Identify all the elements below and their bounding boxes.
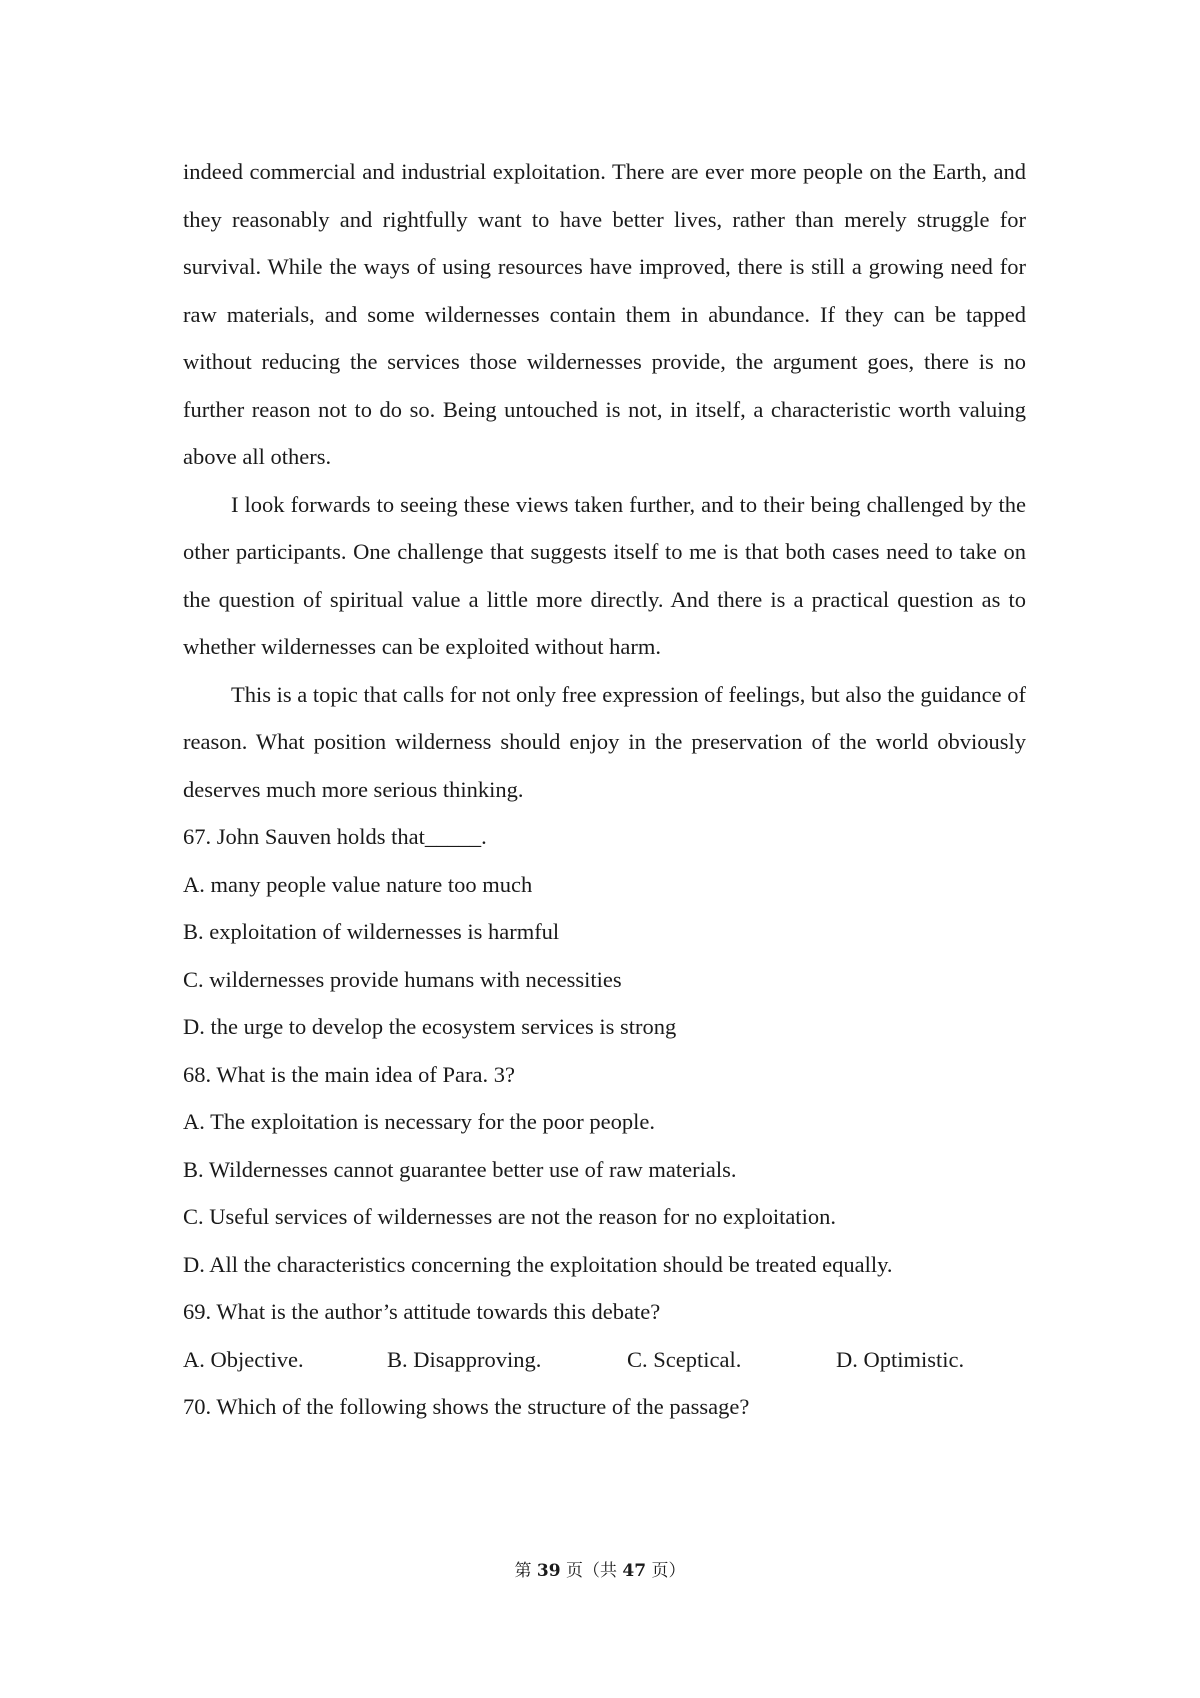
total-pages: 47: [622, 1561, 647, 1581]
question-70: [183, 1383, 1026, 1431]
option-c: C. Useful services of wildernesses are not the reason for no exploitation.: [183, 1204, 836, 1229]
footer-middle: 页（共: [566, 1561, 617, 1581]
option-b: B. Wildernesses cannot guarantee better use of raw materials.: [183, 1156, 737, 1182]
page-footer: [0, 1560, 1200, 1582]
paragraph: I look forwards to seeing these views taken further, and to their being challenged by the other participants. One challenge that suggests itself to me is that both cases need to take on the question of spiritual value a little more directly. And there is a practical question as to whether wildernesses can be exploited without harm.: [183, 491, 1026, 659]
question-69: [183, 1288, 1026, 1383]
option-a: A. Objective.: [183, 1346, 304, 1372]
question-67: [183, 813, 1026, 1051]
footer-suffix: 页）: [651, 1561, 686, 1581]
option-b: B. Disapproving.: [387, 1346, 542, 1372]
question-68: [183, 1051, 1026, 1289]
option-b: B. exploitation of wildernesses is harmful: [183, 919, 560, 944]
option-d: D. All the characteristics concerning the exploitation should be treated equally.: [183, 1251, 893, 1277]
question-stem: 68. What is the main idea of Para. 3?: [183, 1061, 515, 1087]
document-body: [183, 148, 1026, 1431]
paragraph: indeed commercial and industrial exploitation. There are ever more people on the Earth, and they reasonably and rightfully want to have better lives, rather than merely struggle for survival. While the ways of using resources have improved, there is still a growing need for raw materials, and some wildernesses contain them in abundance. If they can be tapped without reducing the services those wildernesses provide, the argument goes, there is no further reason not to do so. Being untouched is not, in itself, a characteristic worth valuing above all others.: [183, 159, 1026, 469]
option-c: C. Sceptical.: [627, 1346, 742, 1372]
question-stem: 70. Which of the following shows the structure of the passage?: [183, 1394, 750, 1419]
option-c: C. wildernesses provide humans with necessities: [183, 966, 622, 992]
question-stem: 67. John Sauven holds that_____.: [183, 824, 487, 849]
option-a: A. The exploitation is necessary for the poor people.: [183, 1109, 655, 1134]
options-row: [183, 1336, 1026, 1384]
question-stem: 69. What is the author’s attitude towards this debate?: [183, 1299, 661, 1324]
page-number: 39: [536, 1561, 561, 1581]
paragraph: This is a topic that calls for not only free expression of feelings, but also the guidance of reason. What position wilderness should enjoy in the preservation of the world obviously deserves much more serious thinking.: [183, 681, 1026, 802]
option-d: D. Optimistic.: [836, 1346, 965, 1372]
footer-prefix: 第: [514, 1561, 532, 1581]
option-d: D. the urge to develop the ecosystem services is strong: [183, 1014, 677, 1039]
option-a: A. many people value nature too much: [183, 871, 533, 897]
